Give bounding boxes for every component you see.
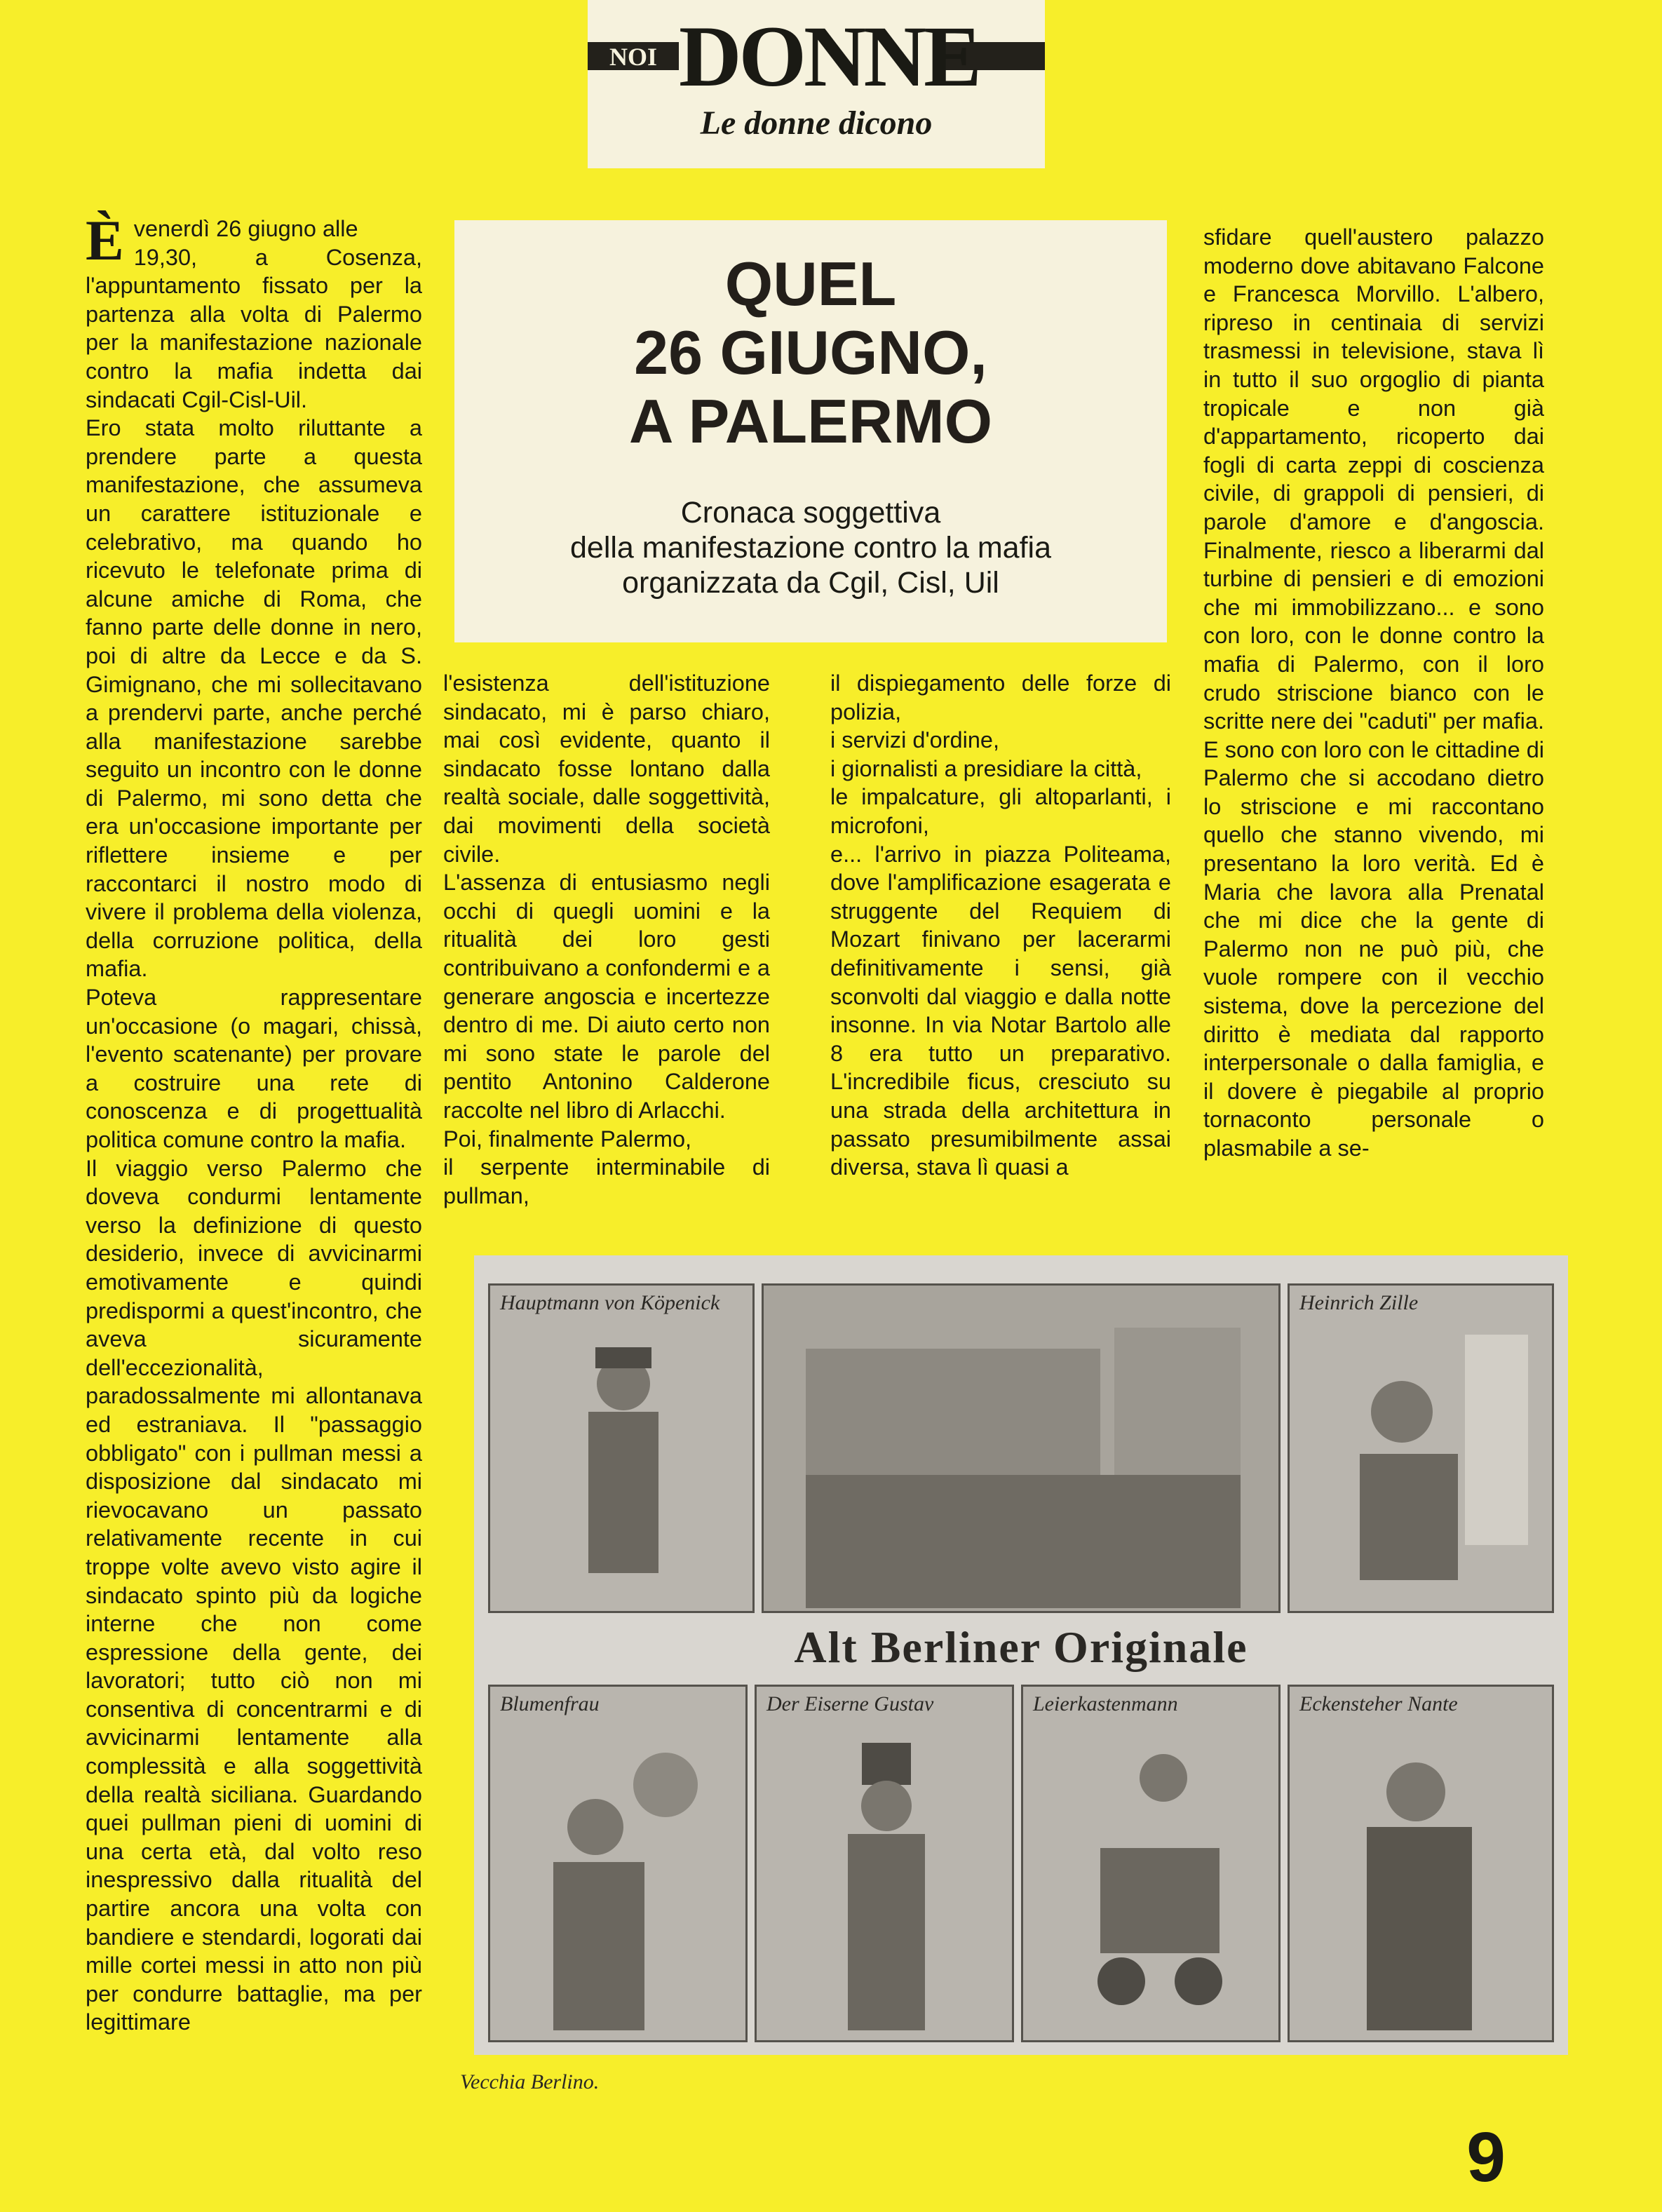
article-title: QUEL 26 GIUGNO, A PALERMO (628, 249, 993, 456)
panel-label: Heinrich Zille (1299, 1291, 1419, 1314)
panel-label: Hauptmann von Köpenick (500, 1291, 720, 1314)
drop-cap: È (86, 208, 124, 272)
panel-label: Blumenfrau (500, 1692, 600, 1715)
title-box (454, 220, 1167, 642)
page-number: 9 (1466, 2118, 1506, 2197)
coachman-figure-icon (757, 1687, 1012, 2040)
illustration-panel (1021, 1685, 1281, 2042)
panel-label: Leierkastenmann (1033, 1692, 1178, 1715)
illustration-panel (1288, 1283, 1554, 1613)
section-subtitle: Le donne dicono (700, 104, 933, 142)
article-subtitle: Cronaca soggettiva della manifestazione contro la mafia organizzata da Cgil, Cisl, Uil (570, 496, 1051, 600)
section-title: DONNE (679, 4, 945, 109)
organ-grinder-icon (1023, 1687, 1278, 2040)
illustration-panel (488, 1685, 748, 2042)
soldier-figure-icon (490, 1286, 752, 1611)
article-column-3: il dispiegamento delle forze di polizia, i servizi d'ordine, i giornalisti a presidiare la città, le impalcature, gli altoparlanti, i microfoni, e... l'arrivo in piazza Politeama, dove l'amplificazione esagerata e struggente del Requiem di Mozart finivano per lacerarmi definitivamente i sensi, già sconvolti dal viaggio e dalla notte insonne. In via Notar Bartolo alle 8 era tutto un preparativo. L'incredibile ficus, cresciuto su una strada della architettura in passato presumibilmente assai diversa, stava lì quasi a (830, 670, 1171, 1180)
panel-label: Der Eiserne Gustav (766, 1692, 934, 1715)
illustration-old-berlin (474, 1255, 1568, 2055)
header-kicker: NOI (609, 43, 657, 71)
illustration-panel (762, 1283, 1281, 1613)
painter-figure-icon (1290, 1286, 1552, 1611)
illustration-caption: Vecchia Berlino. (460, 2070, 600, 2093)
panel-label: Eckensteher Nante (1299, 1692, 1458, 1715)
illustration-panel (488, 1283, 755, 1613)
section-header (588, 0, 1045, 168)
street-scene-icon (764, 1286, 1278, 1611)
article-column-2: l'esistenza dell'istituzione sindacato, mi è parso chiaro, mai così evidente, quanto il sindacato fosse lontano dalla realtà sociale, dalle soggettività, dai movimenti della società civile. L'assenza di entusiasmo negli occhi di quegli uomini e la ritualità dei loro gesti contribuivano a confondermi e a generare angoscia e incertezze dentro di me. Di aiuto certo non mi sono state le parole del pentito Antonino Calderone raccolte nel libro di Arlacchi. Poi, finalmente Palermo, il serpente interminabile di pullman, (443, 670, 770, 1208)
illustration-banner: Alt Berliner Originale (794, 1622, 1248, 1672)
illustration-panel (755, 1685, 1014, 2042)
flower-seller-icon (490, 1687, 745, 2040)
illustration-panel (1288, 1685, 1554, 2042)
porter-figure-icon (1290, 1687, 1552, 2040)
article-column-1 (86, 208, 422, 2037)
column-1-text: venerdì 26 giugno alle 19,30, a Cosenza, l'appuntamento fissato per la partenza alla volta di Palermo per la manifestazione nazionale contro la mafia indetta dai sindacati Cgil-Cisl-Uil. Ero stata molto riluttante a prendere parte a questa manifestazione, che assumeva un carattere istituzionale e celebrativo, ma quando ho ricevuto le telefonate prima di alcune amiche di Roma, che fanno parte delle donne in nero, poi di altre da Lecce e da S. Gimignano, che mi sollecitavano a prendervi parte, anche perché alla manifestazione sarebbe seguito un incontro con le donne di Palermo, mi sono detta che era un'occasione importante per riflettere insieme e per raccontarci il nostro modo di vivere il problema della violenza, della corruzione politica, della mafia. Poteva rappresentare un'occasione (o magari, chissà, l'evento scatenante) per provare a costruire una rete di conoscenza e di progettualità politica comune contro la mafia. Il viaggio verso Palermo che doveva condurmi lentamente verso la definizione di questo desiderio, invece di avvicinarmi emotivamente e quindi predispormi a quest'incontro, che aveva sicuramente dell'eccezionalità, paradossalmente mi allontanava ed estraniava. Il "passaggio obbligato" con i pullman messi a disposizione dal sindacato mi rievocavano un passato relativamente recente in cui troppe volte avevo visto agire il sindacato spinto più da logiche interne che non come espressione della gente, dei lavoratori; tutto ciò non mi consentiva di concentrarmi e di avvicinarmi lentamente alla complessità e alla soggettività della realtà siciliana. Guardando quei pullman pieni di uomini di una certa età, dal volto reso inespressivo dalla ritualità del partire ancora una volta con bandiere e stendardi, logorati dai mille cortei messi in atto non più per condurre battaglie, ma per legittimare (86, 216, 422, 2035)
article-column-4: sfidare quell'austero palazzo moderno dove abitavano Falcone e Francesca Morvillo. L'albero, ripreso in centinaia di servizi trasmessi in televisione, stava lì in tutto il suo orgoglio di pianta tropicale e non già d'appartamento, ricoperto dai fogli di carta zeppi di coscienza civile, di grappoli di pensieri, di parole d'amore e d'angoscia. Finalmente, riesco a liberarmi dal turbine di pensieri e di emozioni che mi immobilizzano... e sono con loro, con le donne contro la mafia di Palermo, con il loro crudo striscione bianco con le scritte nere dei "caduti" per mafia. E sono con loro con le cittadine di Palermo che si accodano dietro lo striscione e mi raccontano quello che stanno vivendo, mi presentano la loro verità. Ed è Maria che lavora alla Prenatal che mi dice che la gente di Palermo non ne può più, che vuole rompere con il vecchio sistema, dove la percezione del diritto è mediata dal rapporto interpersonale o dalla famiglia, e il dovere è piegabile al proprio tornaconto personale o plasmabile a se- (1203, 224, 1544, 1161)
